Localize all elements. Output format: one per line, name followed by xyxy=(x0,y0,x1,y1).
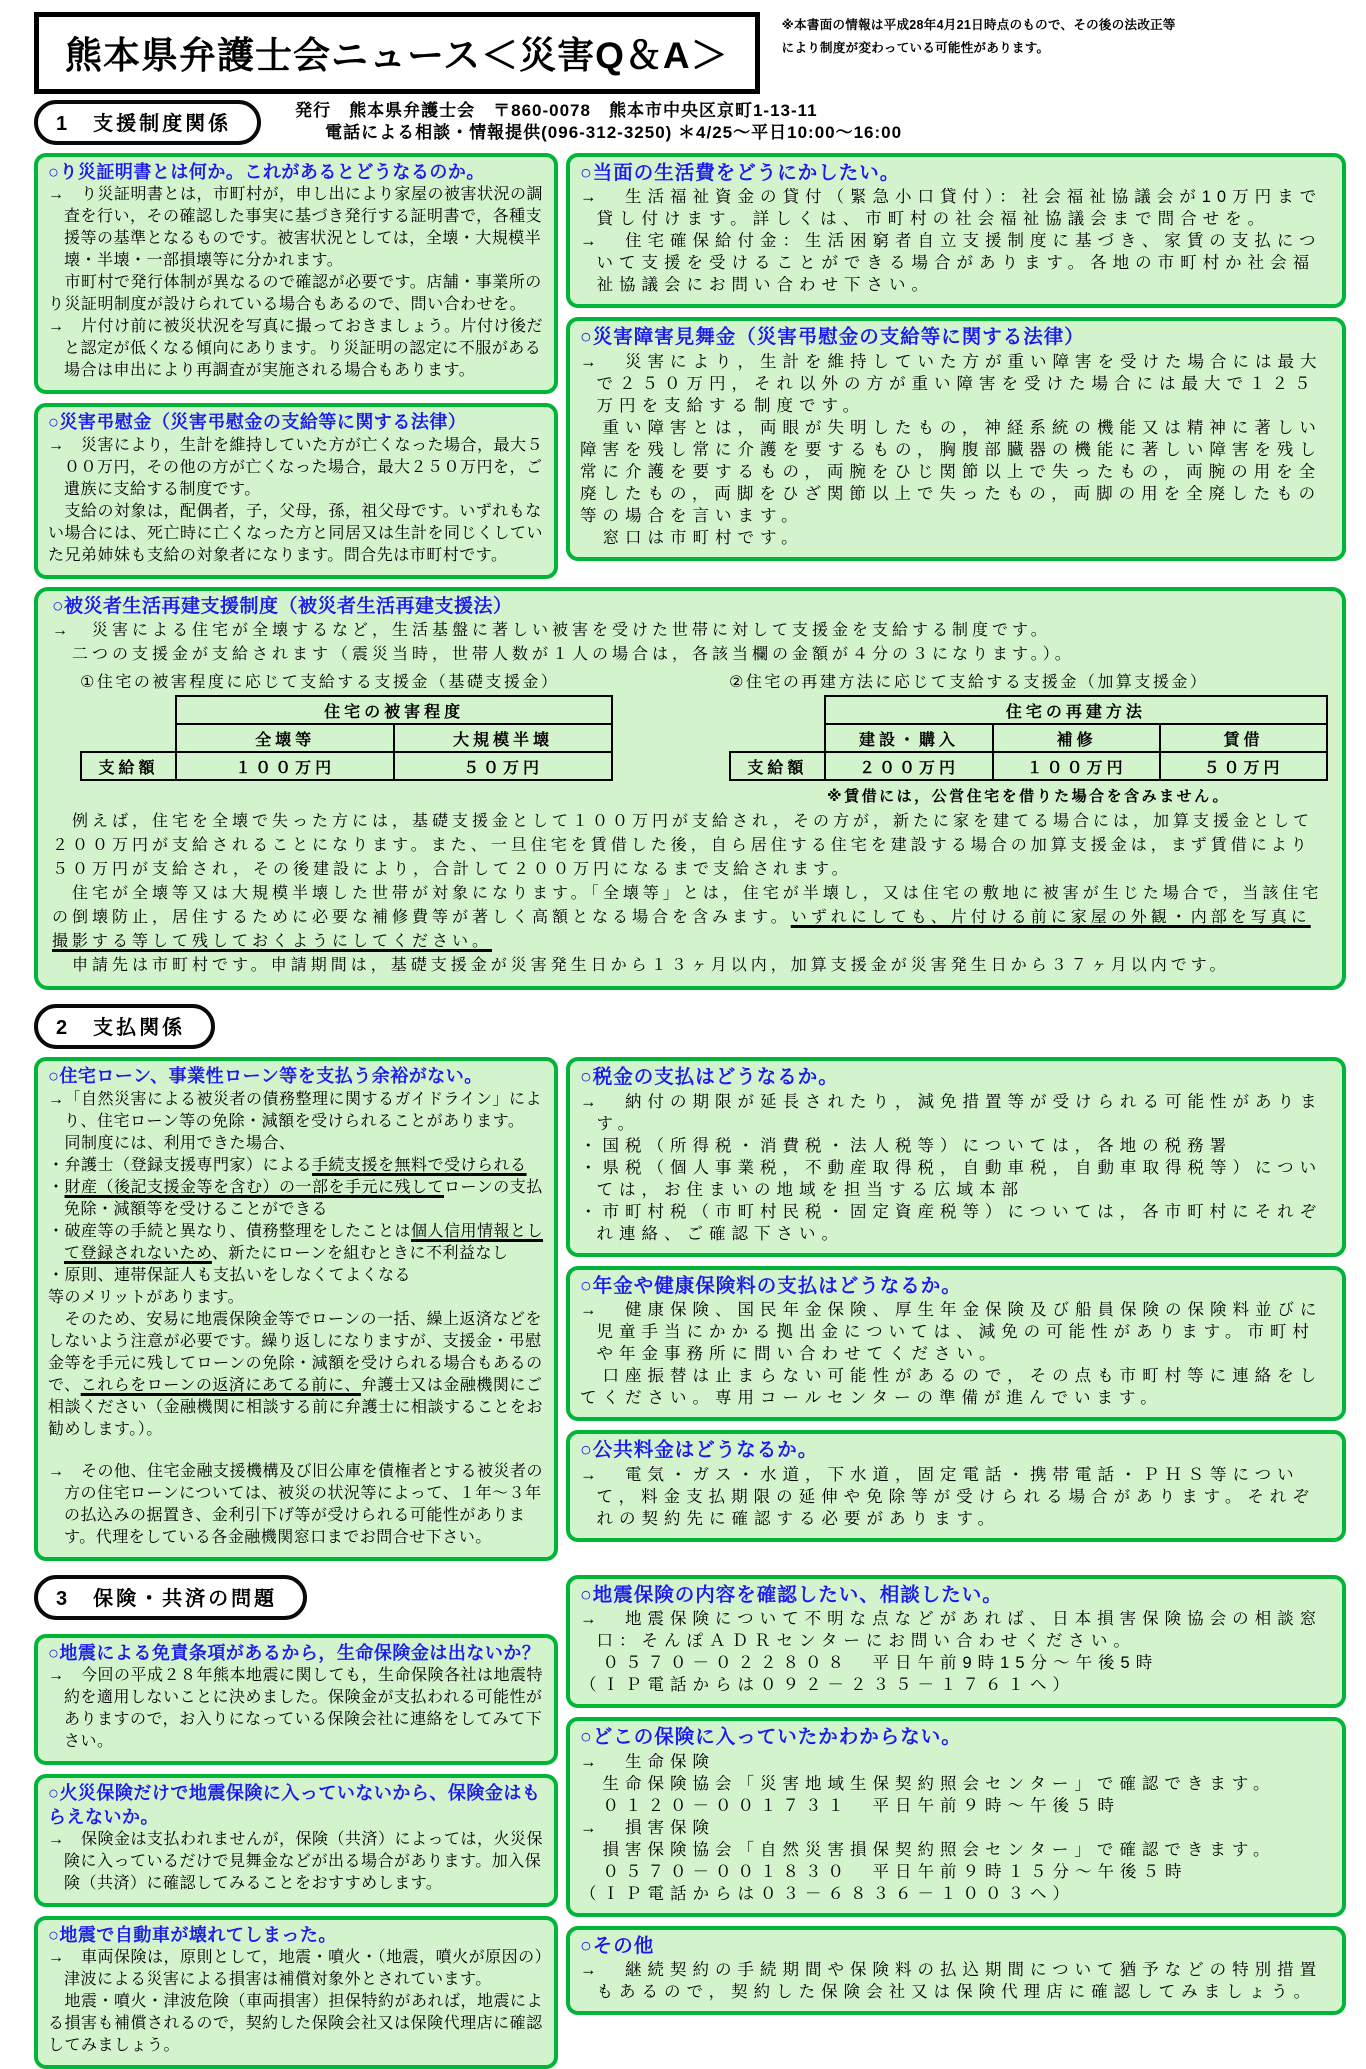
basic-support-caption: ①住宅の被害程度に応じて支給する支援金（基礎支援金） xyxy=(80,674,560,692)
paragraph: → 片付け前に被災状況を写真に撮っておきましょう。片付け後だと認定が低くなる傾向にあります。り災証明の認定に不服がある場合は申出により再調査が実施される場合もあります。 xyxy=(48,318,544,380)
answer-body xyxy=(580,1959,1332,2003)
paragraph: ・県税（個人事業税，不動産取得税，自動車税，自動車取得税等）については，お住まいの地域を担当する広域本部 xyxy=(580,1158,1323,1199)
paragraph: → 地震保険について不明な点などがあれば、日本損害保険協会の相談窓口：そんぽＡＤＲセンターにお問い合わせください。 xyxy=(580,1610,1323,1651)
header xyxy=(34,12,1346,94)
answer-body xyxy=(580,1751,1332,1905)
section-1-pill xyxy=(34,100,261,145)
paragraph: → 継続契約の手続期間や保険料の払込期間について猶予などの特別措置もあるので，契約した保険会社又は保険代理店に確認してみましょう。 xyxy=(580,1960,1323,2001)
paragraph: → その他、住宅金融支援機構及び旧公庫を債権者とする被災者の方の住宅ローンについては、被災の状況等によって、１年～３年の払込みの据置き、金利引下げ等が受けられる可能性があります。代理をしている各金融機関窓口までお問合せ下さい。 xyxy=(48,1462,544,1546)
answer-body xyxy=(580,1464,1332,1530)
section-1-label: 1 支援制度関係 xyxy=(56,113,232,135)
qa-box-unknown-insurer xyxy=(566,1717,1346,1916)
paragraph xyxy=(48,1441,544,1461)
question-heading: ○地震保険の内容を確認したい、相談したい。 xyxy=(580,1583,1003,1606)
qa-box-earthquake-insurance-consult xyxy=(566,1575,1346,1708)
paragraph: ０１２０－００１７３１ 平日午前９時～午後５時 xyxy=(580,1796,1120,1815)
table-value-cell: １００万円 xyxy=(993,752,1160,780)
paragraph: 等のメリットがあります。 xyxy=(48,1288,245,1306)
section-1-left-column xyxy=(34,153,558,579)
paragraph: 例えば，住宅を全壊で失った方には，基礎支援金として１００万円が支給され，その方が，新たに家を建てる場合には，加算支援金として２００万円が支給されることになります。また、一旦住宅を賃借した後，自ら居住する住宅を建設する場合の加算支援金は，まず賃借により５０万円が支給され，その後建設により，合計して２００万円になるまで支給されます。 xyxy=(52,813,1313,879)
paragraph: → 車両保険は，原則として，地震・噴火・（地震，噴火が原因の）津波による災害による損害は補償対象外とされています。 xyxy=(48,1949,544,1989)
table-spacer-cell xyxy=(730,696,825,724)
table-row-label: 支給額 xyxy=(730,752,825,780)
qa-box-life-insurance-exemption xyxy=(34,1634,558,1765)
paragraph: 生命保険協会「災害地域生保契約照会センター」で確認できます。 xyxy=(580,1774,1276,1793)
paragraph: → 今回の平成２８年熊本地震に関しても，生命保険各社は地震特約を適用しないことに決めました。保険金が支払われる可能性がありますので，お入りになっている保険会社に連絡をしてみて下さい。 xyxy=(48,1667,544,1751)
answer-body xyxy=(580,351,1332,549)
paragraph: → 生命保険 xyxy=(580,1752,715,1771)
question-heading: ○当面の生活費をどうにかしたい。 xyxy=(580,162,901,184)
section-2-right-column xyxy=(566,1057,1346,1541)
paragraph: → 災害により，生計を維持していた方が重い障害を受けた場合には最大で２５０万円，それ以外の方が重い障害を受けた場合には最大で１２５万円を支給する制度です。 xyxy=(580,352,1323,415)
paragraph: 申請先は市町村です。申請期間は，基礎支援金が災害発生日から１３ヶ月以内，加算支援金が災害発生日から３７ヶ月以内です。 xyxy=(52,957,1230,975)
paragraph: 損害保険協会「自然災害損保契約照会センター」で確認できます。 xyxy=(580,1840,1276,1859)
question-heading: ○被災者生活再建支援制度（被災者生活再建支援法） xyxy=(52,595,513,617)
question-heading: ○災害弔慰金（災害弔慰金の支給等に関する法律） xyxy=(48,412,467,433)
paragraph: 二つの支援金が支給されます（震災当時，世帯人数が１人の場合は，各該当欄の金額が４分の３になります。）。 xyxy=(52,646,1075,664)
answer-intro xyxy=(52,619,1328,667)
publisher-line2: 電話による相談・情報提供(096-312-3250) ＊4/25～平日10:00～16:00 xyxy=(325,123,903,143)
paragraph: → 住宅確保給付金：生活困窮者自立支援制度に基づき、家賃の支払について支援を受けることができる場合があります。各地の市町村か社会福祉協議会にお問い合わせ下さい。 xyxy=(580,232,1322,295)
paragraph: 同制度には、利用できた場合、 xyxy=(48,1134,296,1152)
qa-box-pension-insurance xyxy=(566,1266,1346,1421)
table-spacer-cell xyxy=(81,696,176,724)
paragraph: 口座振替は止まらない可能性があるので，その点も市町村等に連絡をしてください。専用コールセンターの準備が進んでいます。 xyxy=(580,1367,1323,1408)
header-row xyxy=(34,100,1346,145)
table-column-header: 賃借 xyxy=(1160,724,1327,752)
table-header-cell: 住宅の再建方法 xyxy=(825,696,1327,724)
paragraph: → 健康保険、国民年金保険、厚生年金保険及び船員保険の保険料並びに児童手当にかかる拠出金については、減免の可能性があります。市町村や年金事務所に問い合わせてください。 xyxy=(580,1301,1323,1364)
newsletter-title: 熊本県弁護士会ニュース＜災害Q＆A＞ xyxy=(65,35,729,76)
paragraph: 市町村で発行体制が異なるので確認が必要です。店舗・事業所のり災証明制度が設けられている場合もあるので、問い合わせを。 xyxy=(48,274,542,314)
qa-box-taxes xyxy=(566,1057,1346,1256)
paragraph: → 納付の期限が延長されたり，減免措置等が受けられる可能性があります。 xyxy=(580,1092,1323,1133)
paragraph: → り災証明書とは，市町村が，申し出により家屋の被害状況の調査を行い，その確認した事実に基づき発行する証明書で，各種支援等の基準となるものです。被害状況としては，全壊・大規模半壊・半壊・一部損壊等に分かれます。 xyxy=(48,186,544,270)
answer-body xyxy=(52,810,1328,978)
answer-body xyxy=(48,184,544,382)
paragraph: → 保険金は支払われませんが，保険（共済）によっては，火災保険に入っているだけで見舞金などが出る場合があります。加入保険（共済）に確認してみることをおすすめします。 xyxy=(48,1831,544,1893)
section-3-pill xyxy=(34,1575,307,1620)
table-spacer-cell xyxy=(81,724,176,752)
table-row-label: 支給額 xyxy=(81,752,176,780)
section-3-columns xyxy=(34,1575,1346,2069)
answer-body xyxy=(580,186,1332,296)
qa-box-car-damage xyxy=(34,1916,558,2069)
section-2-columns xyxy=(34,1057,1346,1560)
table-value-cell: ５０万円 xyxy=(394,752,612,780)
qa-box-fire-insurance-only xyxy=(34,1774,558,1907)
section-3-left-column xyxy=(34,1575,558,2069)
publisher-info xyxy=(295,100,902,144)
question-heading: ○住宅ローン、事業性ローン等を支払う余裕がない。 xyxy=(48,1066,483,1087)
question-heading: ○地震で自動車が壊れてしまった。 xyxy=(48,1925,337,1946)
answer-body xyxy=(48,1665,544,1753)
table-column-header: 全壊等 xyxy=(176,724,394,752)
paragraph: そのため、安易に地震保険金等でローンの一括、繰上返済などをしないよう注意が必要です。繰り返しになりますが、支援金・弔慰金等を手元に残してローンの免除・減額を受けられる場合もあるので、これらをローンの返済にあてる前に、弁護士又は金融機関にご相談ください（金融機関に相談する前に弁護士に相談することをお勧めします。）。 xyxy=(48,1310,544,1438)
paragraph: →「自然災害による被災者の債務整理に関するガイドライン」により、住宅ローン等の免除・減額を受けられることがあります。 xyxy=(48,1090,543,1130)
paragraph: 地震・噴火・津波危険（車両損害）担保特約があれば，地震による損害も補償されるので，契約した保険会社又は保険代理店に確認してみましょう。 xyxy=(48,1993,544,2055)
section-3-header xyxy=(34,1575,558,1620)
rental-note: ※賃借には，公営住宅を借りた場合を含みません。 xyxy=(827,788,1231,806)
paragraph: 重い障害とは，両眼が失明したもの，神経系統の機能又は精神に著しい障害を残し常に介護を要するもの，胸腹部臓器の機能に著しい障害を残し常に介護を要するもの，両腕をひじ関節以上で失ったもの，両腕の用を全廃したもの，両脚をひざ関節以上で失ったもの，両脚の用を全廃したもの等の場合を言います。 xyxy=(580,418,1322,525)
paragraph: → 生活福祉資金の貸付（緊急小口貸付）：社会福祉協議会が10万円まで貸し付けます。詳しくは、市町村の社会福祉協議会まで問合せを。 xyxy=(580,188,1323,229)
additional-support-caption: ②住宅の再建方法に応じて支給する支援金（加算支援金） xyxy=(729,674,1209,692)
qa-box-condolence-money xyxy=(34,403,558,578)
answer-body xyxy=(580,1091,1332,1245)
question-heading: ○火災保険だけで地震保険に入っていないから、保険金はもらえないか。 xyxy=(48,1783,541,1827)
qa-box-loans xyxy=(34,1057,558,1560)
publisher-line1: 発行 熊本県弁護士会 〒860-0078 熊本市中央区京町1-13-11 xyxy=(295,101,818,120)
paragraph: ・財産（後記支援金等を含む）の一部を手元に残してローンの支払免除・減額等を受けることができる xyxy=(48,1178,543,1218)
answer-body xyxy=(48,1829,544,1895)
answer-body xyxy=(48,435,544,567)
table-column-header: 建設・購入 xyxy=(825,724,993,752)
question-heading: ○り災証明書とは何か。これがあるとどうなるのか。 xyxy=(48,162,485,182)
answer-body xyxy=(48,1947,544,2057)
table-column-header: 補修 xyxy=(993,724,1160,752)
section-1-columns xyxy=(34,153,1346,579)
paragraph: → 損害保険 xyxy=(580,1818,715,1837)
answer-body xyxy=(580,1299,1332,1409)
table-header-cell: 住宅の被害程度 xyxy=(176,696,612,724)
answer-body xyxy=(580,1608,1332,1696)
qa-box-other xyxy=(566,1926,1346,2015)
question-heading: ○地震による免責条項があるから，生命保険金は出ないか？ xyxy=(48,1642,541,1663)
paragraph: → 電気・ガス・水道，下水道，固定電話・携帯電話・ＰＨＳ等について，料金支払期限の延伸や免除等が受けられる場合があります。それぞれの契約先に確認する必要があります。 xyxy=(580,1465,1315,1528)
section-2-pill xyxy=(34,1004,215,1049)
paragraph: → 災害による住宅が全壊するなど，生活基盤に著しい被害を受けた世帯に対して支援金を支給する制度です。 xyxy=(52,622,1051,640)
qa-box-living-expenses xyxy=(566,153,1346,308)
table-value-cell: １００万円 xyxy=(176,752,394,780)
basic-support-block xyxy=(80,669,613,806)
paragraph: ・原則、連帯保証人も支払いをしなくてよくなる xyxy=(48,1266,412,1284)
paragraph: 支給の対象は，配偶者，子，父母，孫，祖父母です。いずれもない場合には、死亡時に亡くなった方と同居又は生計を同じくしていた兄弟姉妹も支給の対象者になります。問合先は市町村です。 xyxy=(48,502,544,564)
support-table-damage xyxy=(80,695,613,781)
qa-box-utilities xyxy=(566,1430,1346,1541)
paragraph: ・弁護士（登録支援専門家）による手続支援を無料で受けられる xyxy=(48,1156,527,1174)
section-2-label: 2 支払関係 xyxy=(56,1017,186,1040)
section-3-right-column xyxy=(566,1575,1346,2015)
table-spacer-cell xyxy=(730,724,825,752)
question-heading: ○年金や健康保険料の支払はどうなるか。 xyxy=(580,1274,962,1297)
section-2-left-column xyxy=(34,1057,558,1560)
support-table-rebuild xyxy=(729,695,1328,781)
question-heading: ○どこの保険に入っていたかわからない。 xyxy=(580,1726,962,1749)
table-value-cell: ２００万円 xyxy=(825,752,993,780)
qa-box-life-rebuilding xyxy=(34,587,1346,991)
additional-support-block xyxy=(729,669,1328,806)
paragraph: （ＩＰ電話からは０９２－２３５－１７６１へ） xyxy=(580,1676,1075,1695)
paragraph: 住宅が全壊等又は大規模半壊した世帯が対象になります。「全壊等」とは，住宅が半壊し，又は住宅の敷地に被害が生じた場合で，当該住宅の倒壊防止，居住するために必要な補修費等が著しく高額となる場合を含みます。いずれにしても、片付ける前に家屋の外観・内部を写真に撮影する等して残しておくようにしてください。 xyxy=(52,885,1323,951)
qa-box-disability-money xyxy=(566,317,1346,560)
section-2-header xyxy=(34,1004,1346,1049)
table-value-cell: ５０万円 xyxy=(1160,752,1327,780)
paragraph: ・国税（所得税・消費税・法人税等）については，各地の税務署 xyxy=(580,1136,1233,1155)
question-heading: ○災害障害見舞金（災害弔慰金の支給等に関する法律） xyxy=(580,326,1085,349)
question-heading: ○公共料金はどうなるか。 xyxy=(580,1439,819,1462)
section-1-wide-row xyxy=(34,587,1346,991)
paragraph: → 災害により，生計を維持していた方が亡くなった場合，最大５００万円，その他の方が亡くなった場合，最大２５０万円を，ご遺族に支給する制度です。 xyxy=(48,436,544,498)
validity-note: ※本書面の情報は平成28年4月21日時点のもので、その後の法改正等により制度が変わっている可能性があります。 xyxy=(781,18,1176,55)
answer-body xyxy=(48,1089,544,1549)
question-heading: ○税金の支払はどうなるか。 xyxy=(580,1066,839,1089)
question-heading: ○その他 xyxy=(580,1934,655,1957)
paragraph: ０５７０－０２２８０８ 平日午前9時15分～午後5時 xyxy=(580,1654,1159,1673)
section-1-right-column xyxy=(566,153,1346,561)
paragraph: （ＩＰ電話からは０３－６８３６－１００３へ） xyxy=(580,1884,1075,1903)
qa-box-risai-certificate xyxy=(34,153,558,394)
support-tables-row xyxy=(52,669,1328,806)
table-column-header: 大規模半壊 xyxy=(394,724,612,752)
paragraph: ・市町村税（市町村民税・固定資産税等）については，各市町村にそれぞれ連絡、ご確認下さい。 xyxy=(580,1202,1323,1243)
paragraph: 窓口は市町村です。 xyxy=(580,528,804,547)
section-3-label: 3 保険・共済の問題 xyxy=(56,1587,278,1610)
paragraph: ・破産等の手続と異なり、債務整理をしたことは個人信用情報として登録されないため、新たにローンを組むときに不利益なし xyxy=(48,1222,544,1262)
paragraph: ０５７０－００１８３０ 平日午前９時１５分～午後５時 xyxy=(580,1862,1188,1881)
newsletter-title-box xyxy=(34,12,760,94)
